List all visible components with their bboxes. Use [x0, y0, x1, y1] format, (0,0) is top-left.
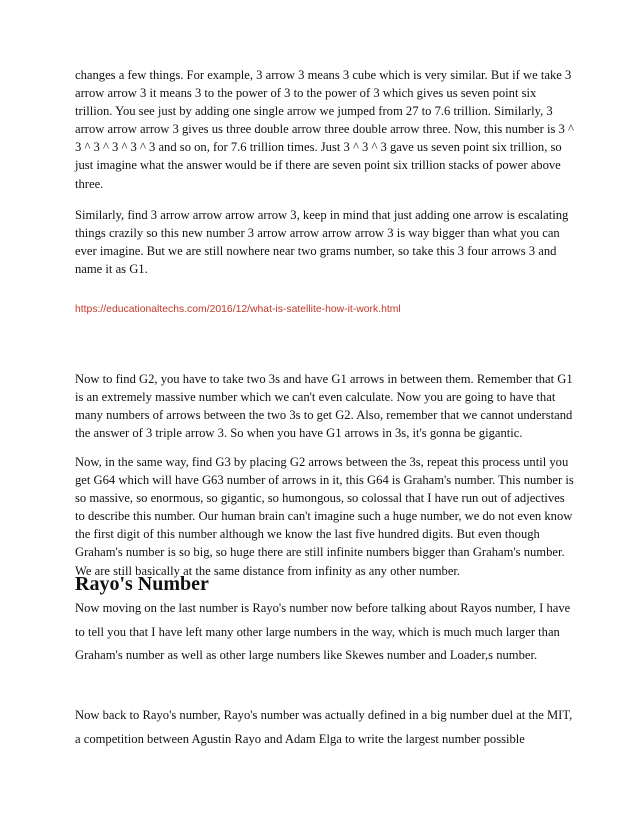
section-heading-rayos-number: Rayo's Number [75, 573, 209, 595]
paragraph-g1: Similarly, find 3 arrow arrow arrow arrow 3, keep in mind that just adding one arrow is escalating things crazily so this new number 3 arrow arrow arrow arrow 3 is way bigger than what you can ever imagine. But we are still nowhere near two grams number, so take this 3 four arrows 3 and name it as G1. [75, 208, 569, 277]
paragraph-arrow-notation: changes a few things. For example, 3 arrow 3 means 3 cube which is very similar. But if we take 3 arrow arrow 3 it means 3 to the power of 3 to the power of 3 which gives us seven point six trillion. You see just by adding one single arrow we jumped from 27 to 7.6 trillion. Similarly, 3 arrow arrow arrow 3 gives us three double arrow three double arrow three. Now, this number is 3 ^ 3 ^ 3 ^ 3 ^ 3 ^ 3 and so on, for 7.6 trillion times. Just 3 ^ 3 ^ 3 gave us seven point six trillion, so just imagine what the answer would be if there are seven point six trillion stacks of power above three. [75, 68, 574, 191]
paragraph-g2: Now to find G2, you have to take two 3s and have G1 arrows in between them. Remember that G1 is an extremely massive number which we can't even calculate. Now you are going to have that many numbers of arrows between the two 3s to get G2. Also, remember that we cannot understand the answer of 3 triple arrow 3. So when you have G1 arrows in 3s, it's gonna be gigantic. [75, 372, 573, 441]
paragraph-grahams-number: Now, in the same way, find G3 by placing G2 arrows between the 3s, repeat this process until you get G64 which will have G63 number of arrows in it, this G64 is Graham's number. This number is so massive, so enormous, so gigantic, so humongous, so colossal that I have run out of adjectives to describe this number. Our human brain can't imagine such a huge number, we do not even know the first digit of this number although we know the last five hundred digits. But even though Graham's number is so big, so huge there are still infinite numbers bigger than Graham's number. We are still basically at the same distance from infinity as any other number. [75, 455, 574, 578]
paragraph-rayo-duel: Now back to Rayo's number, Rayo's number was actually defined in a big number duel at the MIT, a competition between Agustin Rayo and Adam Elga to write the largest number possible [75, 708, 573, 746]
reference-link[interactable]: https://educationaltechs.com/2016/12/what-is-satellite-how-it-work.html [75, 304, 401, 315]
paragraph-rayo-intro: Now moving on the last number is Rayo's number now before talking about Rayos number, I have to tell you that I have left many other large numbers in the way, which is much much larger than Graham's number as well as other large numbers like Skewes number and Loader,s number. [75, 601, 571, 662]
